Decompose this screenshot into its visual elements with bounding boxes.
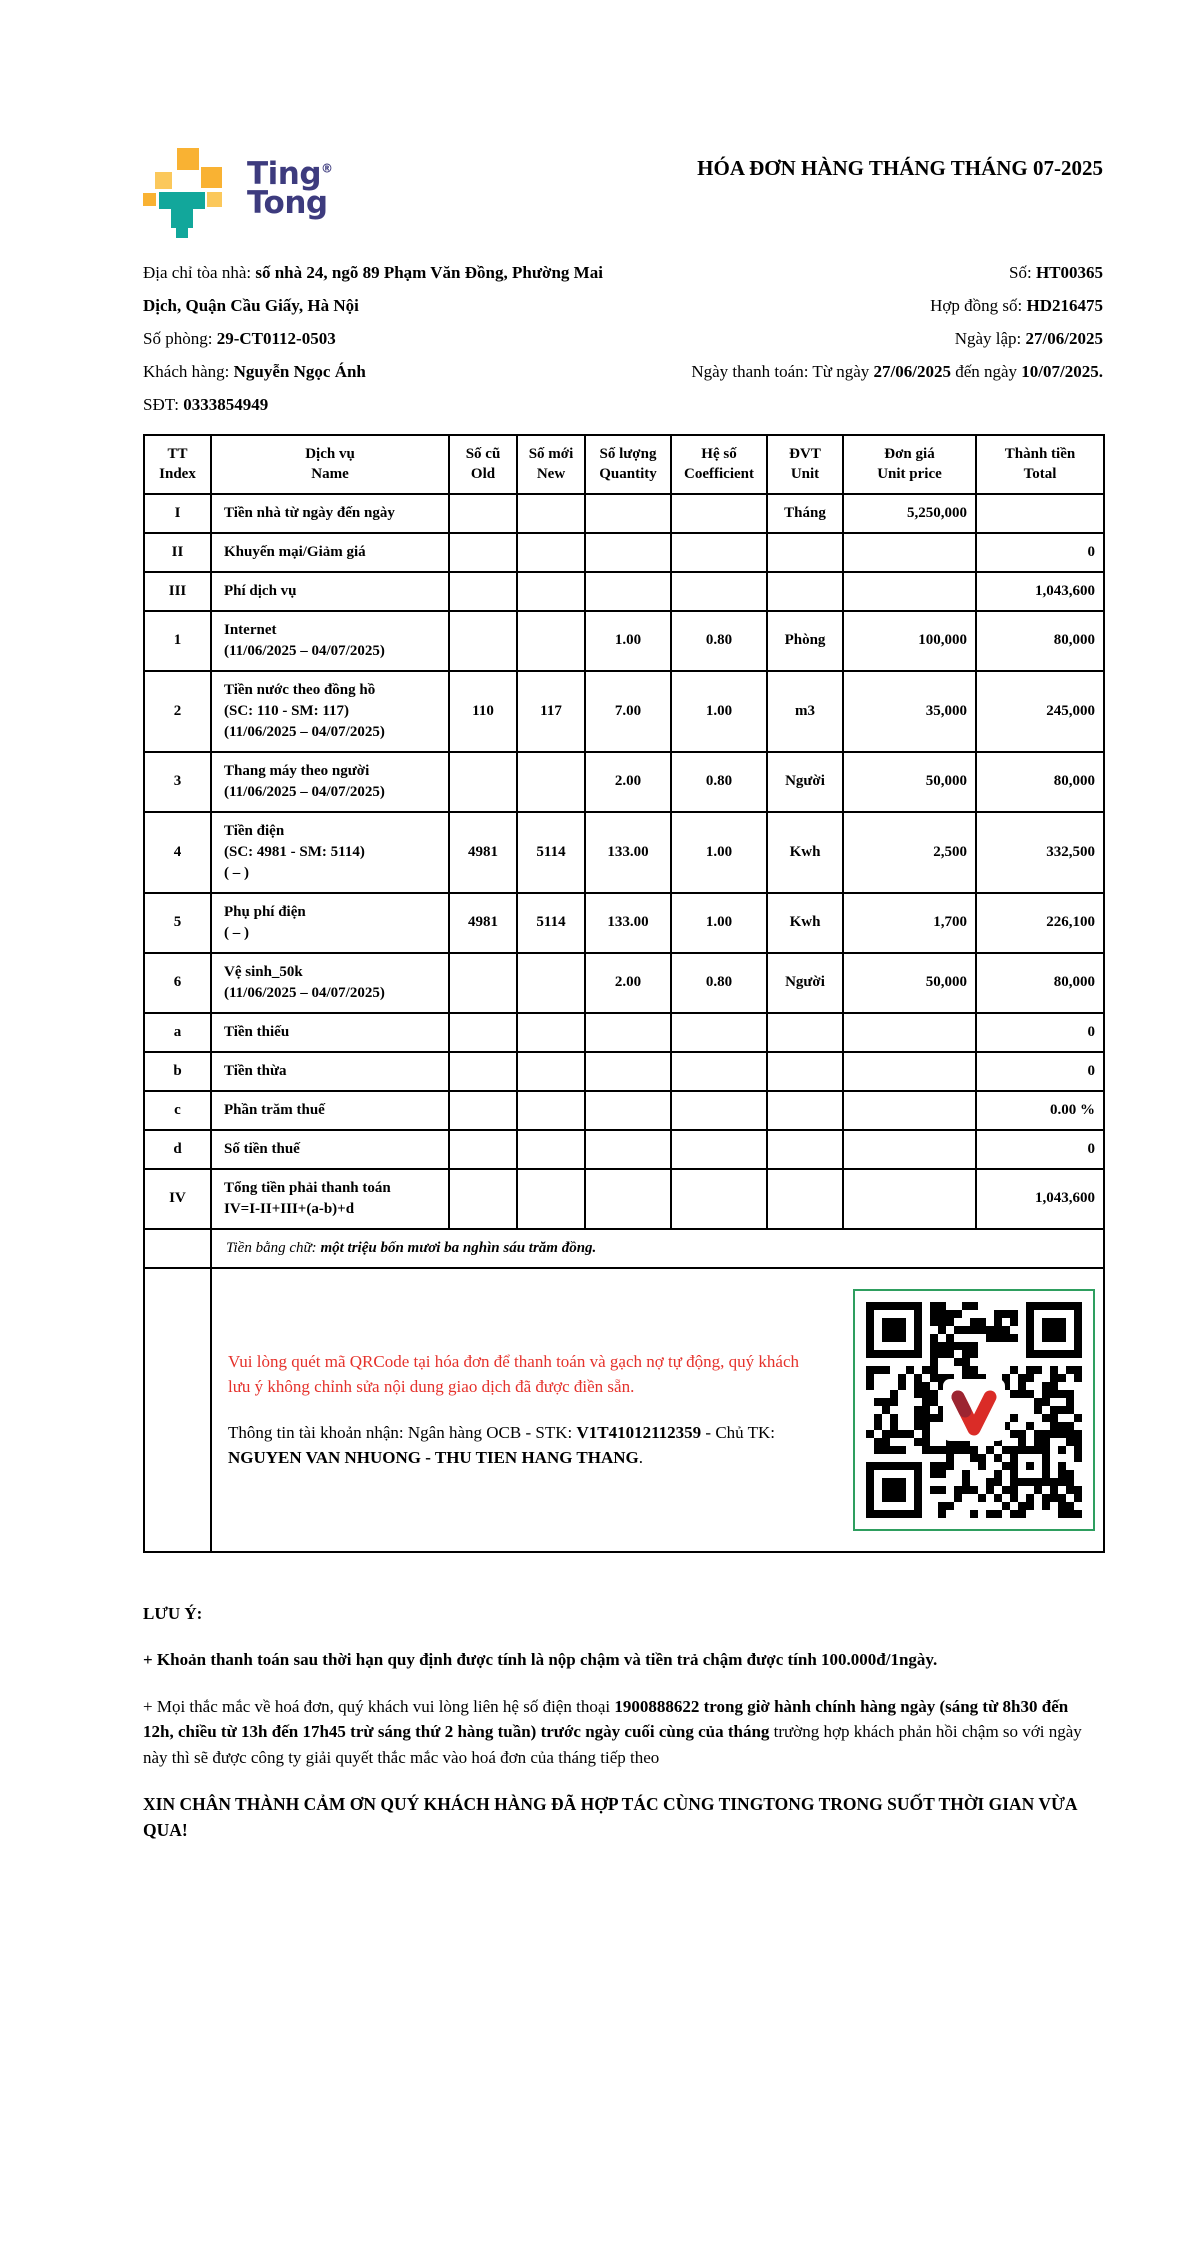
logo-pixel (177, 148, 199, 170)
cell-name: Vệ sinh_50k (11/06/2025 – 04/07/2025) (211, 953, 449, 1013)
table-header-row (144, 435, 1104, 494)
bank-account-number: V1T41012112359 (576, 1422, 702, 1442)
table-row (144, 533, 1104, 572)
payment-row (144, 1268, 1104, 1552)
value-2: 10/07/2025. (1021, 362, 1103, 381)
table-row (144, 572, 1104, 611)
empty-cell (144, 1229, 211, 1268)
cell-old: 110 (449, 671, 517, 752)
logo-pixel (155, 172, 172, 189)
cell-qty: 133.00 (585, 893, 671, 953)
cell-new (517, 1169, 585, 1229)
tingtong-wordmark (247, 156, 333, 222)
cell-coef: 1.00 (671, 893, 767, 953)
col-header-total: Thành tiền Total (976, 435, 1104, 494)
cell-qty: 2.00 (585, 953, 671, 1013)
cell-unit (767, 572, 843, 611)
cell-old (449, 1130, 517, 1169)
cell-unit: Tháng (767, 494, 843, 533)
cell-total: 0 (976, 1013, 1104, 1052)
cell-unit (767, 1052, 843, 1091)
cell-coef: 0.80 (671, 611, 767, 671)
notes-heading: LƯU Ý: (143, 1603, 203, 1623)
cell-new: 5114 (517, 812, 585, 893)
cell-qty (585, 1169, 671, 1229)
cell-new (517, 752, 585, 812)
cell-qty (585, 1013, 671, 1052)
bank-account-holder: NGUYEN VAN NHUONG - THU TIEN HANG THANG (228, 1448, 639, 1467)
cell-unit (767, 1130, 843, 1169)
cell-name: Phần trăm thuế (211, 1091, 449, 1130)
cell-old: 4981 (449, 812, 517, 893)
cell-qty (585, 533, 671, 572)
cell-old (449, 1169, 517, 1229)
header (143, 148, 1103, 240)
cell-tt: c (144, 1091, 211, 1130)
cell-tt: II (144, 533, 211, 572)
amount-in-words-label: Tiền bằng chữ: (226, 1239, 321, 1256)
cell-name: Số tiền thuế (211, 1130, 449, 1169)
cell-total: 0 (976, 533, 1104, 572)
cell-coef (671, 494, 767, 533)
cell-new (517, 1091, 585, 1130)
cell-coef (671, 1013, 767, 1052)
cell-total (976, 494, 1104, 533)
issue-date (955, 322, 1103, 355)
cell-coef (671, 1091, 767, 1130)
table-row (144, 1130, 1104, 1169)
cell-qty: 2.00 (585, 752, 671, 812)
qr-code-svg (866, 1302, 1082, 1518)
cell-coef: 1.00 (671, 671, 767, 752)
cell-total: 245,000 (976, 671, 1104, 752)
cell-unit: Người (767, 953, 843, 1013)
qr-warning-note: Vui lòng quét mã QRCode tại hóa đơn để thanh toán và gạch nợ tự động, quý khách lưu ý không chỉnh sửa nội dung giao dịch đã được điền sẵn. (228, 1351, 800, 1396)
invoice-number (1009, 256, 1103, 289)
cell-tt: 4 (144, 812, 211, 893)
cell-old (449, 611, 517, 671)
cell-qty (585, 572, 671, 611)
cell-price: 100,000 (843, 611, 976, 671)
cell-tt: 3 (144, 752, 211, 812)
value: HD216475 (1026, 296, 1103, 315)
amount-in-words-row (144, 1229, 1104, 1268)
cell-new: 5114 (517, 893, 585, 953)
label: SĐT: (143, 395, 184, 414)
info-line (143, 322, 1103, 355)
cell-name: Tiền nước theo đồng hồ (SC: 110 - SM: 117) (11/06/2025 – 04/07/2025) (211, 671, 449, 752)
cell-old (449, 1013, 517, 1052)
payment-wrap (212, 1269, 1103, 1551)
logo-pixel (201, 167, 222, 188)
cell-price: 35,000 (843, 671, 976, 752)
cell-coef (671, 572, 767, 611)
table-row (144, 893, 1104, 953)
cell-tt: 6 (144, 953, 211, 1013)
cell-name: Tổng tiền phải thanh toán IV=I-II+III+(a-b)+d (211, 1169, 449, 1229)
table-row (144, 1091, 1104, 1130)
cell-old (449, 494, 517, 533)
logo-pixel (159, 192, 205, 209)
label: Số phòng: (143, 329, 217, 348)
bank-prefix: Thông tin tài khoản nhận: Ngân hàng OCB - STK: (228, 1422, 577, 1442)
cell-new (517, 494, 585, 533)
cell-coef: 1.00 (671, 812, 767, 893)
table-row (144, 953, 1104, 1013)
cell-total: 1,043,600 (976, 1169, 1104, 1229)
cell-name: Phụ phí điện ( – ) (211, 893, 449, 953)
value: số nhà 24, ngõ 89 Phạm Văn Đồng, Phường Mai (255, 263, 603, 282)
cell-total: 80,000 (976, 752, 1104, 812)
logo-pixel (176, 228, 188, 238)
cell-price (843, 572, 976, 611)
invoice-title: HÓA ĐƠN HÀNG THÁNG THÁNG 07-2025 (697, 156, 1103, 180)
cell-name: Tiền thiếu (211, 1013, 449, 1052)
cell-name: Internet (11/06/2025 – 04/07/2025) (211, 611, 449, 671)
cell-price: 50,000 (843, 752, 976, 812)
col-header-tt: TT Index (144, 435, 211, 494)
cell-name: Tiền nhà từ ngày đến ngày (211, 494, 449, 533)
invoice-table-body (144, 494, 1104, 1229)
empty-cell (144, 1268, 211, 1552)
col-header-unit-price: Đơn giá Unit price (843, 435, 976, 494)
cell-tt: 2 (144, 671, 211, 752)
col-header-old: Số cũ Old (449, 435, 517, 494)
cell-coef (671, 533, 767, 572)
cell-unit: Kwh (767, 893, 843, 953)
cell-name: Thang máy theo người (11/06/2025 – 04/07/2025) (211, 752, 449, 812)
cell-old (449, 1052, 517, 1091)
cell-old (449, 572, 517, 611)
bank-mid: - Chủ TK: (701, 1422, 775, 1442)
label: Hợp đồng số: (930, 296, 1027, 315)
cell-old (449, 752, 517, 812)
table-row (144, 671, 1104, 752)
qr-code (866, 1302, 1082, 1518)
invoice-table (143, 434, 1105, 1553)
label: Ngày thanh toán: Từ ngày (691, 362, 874, 381)
col-header-quantity: Số lượng Quantity (585, 435, 671, 494)
cell-qty: 7.00 (585, 671, 671, 752)
cell-new (517, 953, 585, 1013)
logo-word-2: Tong (247, 185, 328, 222)
cell-price (843, 1169, 976, 1229)
bank-account-info (228, 1420, 808, 1471)
cell-tt: 1 (144, 611, 211, 671)
cell-tt: I (144, 494, 211, 533)
invoice-document (143, 148, 1103, 1865)
col-header-coefficient: Hệ số Coefficient (671, 435, 767, 494)
cell-unit (767, 1091, 843, 1130)
thank-you-message: XIN CHÂN THÀNH CẢM ƠN QUÝ KHÁCH HÀNG ĐÃ HỢP TÁC CÙNG TINGTONG TRONG SUỐT THỜI GIAN VỪA QUA! (143, 1794, 1077, 1841)
cell-new: 117 (517, 671, 585, 752)
table-row (144, 1052, 1104, 1091)
cell-price: 2,500 (843, 812, 976, 893)
cell-tt: III (144, 572, 211, 611)
cell-name: Khuyến mại/Giảm giá (211, 533, 449, 572)
cell-price: 5,250,000 (843, 494, 976, 533)
cell-qty (585, 1130, 671, 1169)
value: 27/06/2025 (1025, 329, 1103, 348)
logo-pixel (207, 192, 222, 207)
cell-qty: 1.00 (585, 611, 671, 671)
cell-coef (671, 1052, 767, 1091)
table-row (144, 611, 1104, 671)
cell-total: 1,043,600 (976, 572, 1104, 611)
logo-pixel (171, 209, 193, 228)
table-row (144, 1013, 1104, 1052)
cell-tt: 5 (144, 893, 211, 953)
info-line (143, 388, 1103, 421)
late-payment-note: + Khoản thanh toán sau thời hạn quy định được tính là nộp chậm và tiền trả chậm được tính 100.000đ/1ngày. (143, 1650, 938, 1669)
note-text: + Mọi thắc mắc về hoá đơn, quý khách vui lòng liên hệ số điện thoại (143, 1696, 615, 1716)
cell-price: 1,700 (843, 893, 976, 953)
cell-old: 4981 (449, 893, 517, 953)
cell-old (449, 533, 517, 572)
notes-section (143, 1601, 1103, 1844)
cell-total: 0 (976, 1130, 1104, 1169)
cell-price (843, 1052, 976, 1091)
cell-coef: 0.80 (671, 953, 767, 1013)
payment-text (228, 1349, 808, 1471)
qr-code-frame (853, 1289, 1095, 1531)
cell-total: 0 (976, 1052, 1104, 1091)
cell-name: Tiền thừa (211, 1052, 449, 1091)
amount-in-words-value: một triệu bốn mươi ba nghìn sáu trăm đồng. (320, 1239, 597, 1256)
value: Nguyễn Ngọc Ánh (233, 362, 366, 381)
label: Địa chỉ tòa nhà: (143, 263, 256, 282)
cell-total: 0.00 % (976, 1091, 1104, 1130)
value: HT00365 (1035, 263, 1103, 282)
cell-tt: a (144, 1013, 211, 1052)
cell-tt: IV (144, 1169, 211, 1229)
cell-old (449, 1091, 517, 1130)
value: 0333854949 (183, 395, 269, 414)
cell-price (843, 1130, 976, 1169)
cell-coef: 0.80 (671, 752, 767, 812)
cell-unit: Phòng (767, 611, 843, 671)
cell-tt: d (144, 1130, 211, 1169)
table-row (144, 494, 1104, 533)
building-address (143, 256, 603, 289)
cell-unit: m3 (767, 671, 843, 752)
value: 27/06/2025 (873, 362, 951, 381)
cell-total: 226,100 (976, 893, 1104, 953)
cell-total: 332,500 (976, 812, 1104, 893)
customer-phone (143, 388, 268, 421)
cell-price (843, 533, 976, 572)
deadline-text: trước ngày cuối cùng của tháng (540, 1722, 770, 1741)
cell-coef (671, 1130, 767, 1169)
cell-coef (671, 1169, 767, 1229)
info-line (143, 256, 1103, 289)
cell-unit: Kwh (767, 812, 843, 893)
contract-number (930, 289, 1103, 322)
cell-unit: Người (767, 752, 843, 812)
cell-total: 80,000 (976, 611, 1104, 671)
label: Ngày lập: (954, 329, 1026, 348)
label: Số: (1009, 263, 1036, 282)
table-row (144, 752, 1104, 812)
cell-unit (767, 533, 843, 572)
tingtong-logo-icon (143, 148, 231, 238)
cell-qty (585, 1052, 671, 1091)
logo-pixel (143, 193, 156, 206)
note-text: trường hợp khách phản hồi chậm so với ngày này thì sẽ được công ty giải quyết thắc mắc vào hoá đơn của tháng tiếp theo (143, 1722, 1082, 1767)
hotline-note (143, 1694, 1103, 1771)
payment-period (691, 355, 1103, 388)
cell-name: Tiền điện (SC: 4981 - SM: 5114) ( – ) (211, 812, 449, 893)
col-header-unit: ĐVT Unit (767, 435, 843, 494)
customer-name (143, 355, 366, 388)
col-header-new: Số mới New (517, 435, 585, 494)
cell-price (843, 1091, 976, 1130)
cell-price (843, 1013, 976, 1052)
bank-suffix: . (638, 1448, 643, 1467)
invoice-info (143, 256, 1103, 421)
label-2: đến ngày (950, 362, 1022, 381)
cell-new (517, 611, 585, 671)
cell-new (517, 1013, 585, 1052)
cell-unit (767, 1169, 843, 1229)
info-line (143, 289, 1103, 322)
info-line (143, 355, 1103, 388)
table-row (144, 1169, 1104, 1229)
cell-tt: b (144, 1052, 211, 1091)
building-address-2: Dịch, Quận Cầu Giấy, Hà Nội (143, 296, 359, 315)
tingtong-logo (143, 148, 333, 240)
amount-in-words (211, 1229, 1104, 1268)
logo-word-1: Ting (247, 156, 322, 192)
cell-price: 50,000 (843, 953, 976, 1013)
cell-new (517, 1052, 585, 1091)
cell-unit (767, 1013, 843, 1052)
col-header-service: Dịch vụ Name (211, 435, 449, 494)
value: 29-CT0112-0503 (216, 329, 336, 348)
cell-total: 80,000 (976, 953, 1104, 1013)
cell-name: Phí dịch vụ (211, 572, 449, 611)
room-number (143, 322, 336, 355)
cell-new (517, 572, 585, 611)
label: Khách hàng: (143, 362, 234, 381)
cell-old (449, 953, 517, 1013)
cell-new (517, 533, 585, 572)
hotline-number-and-hours: 1900888622 trong giờ hành chính hàng ngày (sáng từ 8h30 đến 12h, chiều từ 13h đến 17h45 trừ sáng thứ 2 hàng tuần) (143, 1696, 1069, 1741)
cell-new (517, 1130, 585, 1169)
table-row (144, 812, 1104, 893)
cell-qty: 133.00 (585, 812, 671, 893)
cell-qty (585, 494, 671, 533)
cell-qty (585, 1091, 671, 1130)
registered-mark: ® (321, 161, 333, 176)
payment-cell (211, 1268, 1104, 1552)
